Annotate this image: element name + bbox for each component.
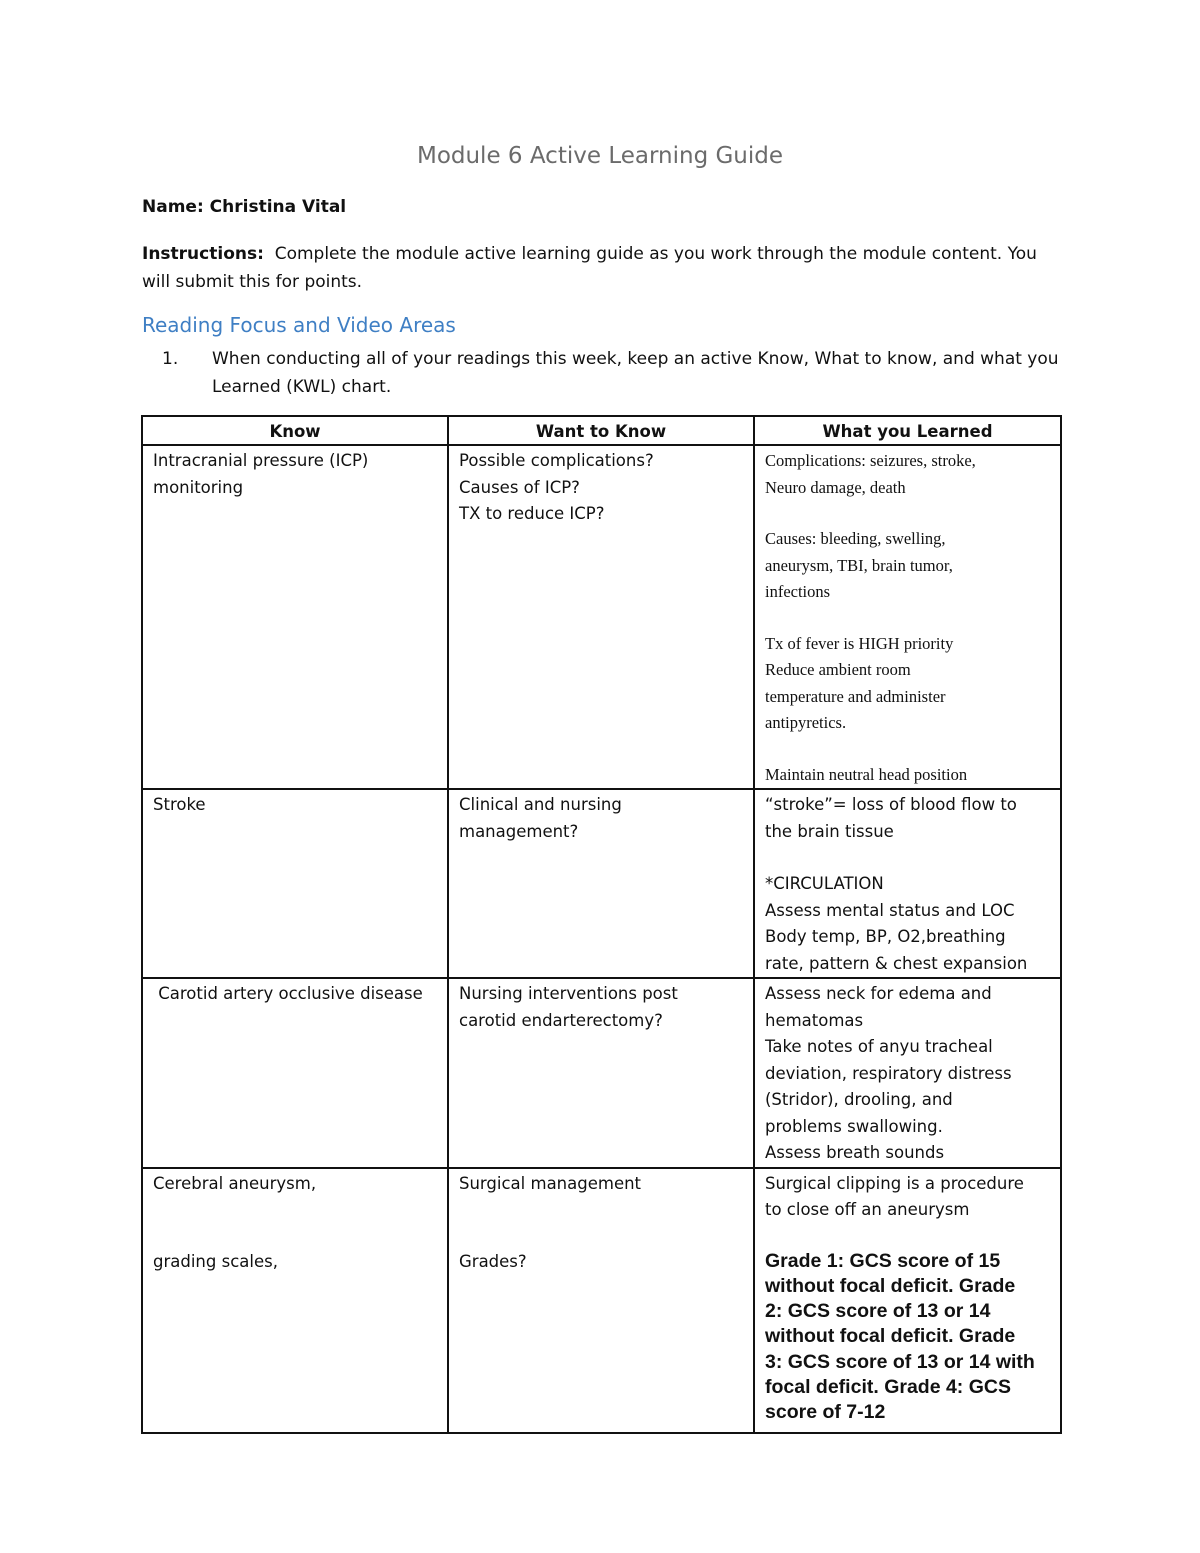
- cell-line: Grades?: [459, 1252, 527, 1271]
- cell-line: 2: GCS score of 13 or 14: [765, 1300, 991, 1323]
- cell-line: *CIRCULATION: [765, 874, 884, 893]
- header-know: Know: [142, 416, 448, 445]
- cell-line: problems swallowing.: [765, 1116, 943, 1136]
- cell-line: to close off an aneurysm: [765, 1200, 970, 1219]
- cell-line: hematomas: [765, 1010, 864, 1030]
- cell-line: Maintain neutral head position: [765, 764, 968, 784]
- cell-line: infections: [765, 582, 831, 601]
- header-want-to-know: Want to Know: [448, 416, 754, 445]
- cell-line: Reduce ambient room: [765, 660, 911, 679]
- cell-line: Stroke: [153, 795, 206, 814]
- cell-line: score of 7-12: [765, 1401, 886, 1424]
- student-name: Name: Christina Vital: [142, 197, 347, 217]
- cell-line: Grade 1: GCS score of 15: [765, 1249, 1001, 1272]
- cell-line: monitoring: [153, 477, 244, 497]
- cell-line: TX to reduce ICP?: [459, 504, 605, 523]
- cell-line: Possible complications?: [459, 451, 654, 470]
- cell-line: Tx of fever is HIGH priority: [765, 633, 954, 653]
- cell-line: Complications: seizures, stroke,: [765, 451, 976, 470]
- know-cell: [142, 1168, 448, 1433]
- want-cell: [448, 789, 754, 978]
- learned-cell: [754, 1168, 1061, 1433]
- cell-line: rate, pattern & chest expansion: [765, 953, 1028, 973]
- kwl-table: [141, 415, 1062, 1434]
- cell-line: antipyretics.: [765, 713, 847, 732]
- table-row: [142, 445, 1061, 789]
- cell-line: aneurysm, TBI, brain tumor,: [765, 555, 953, 575]
- cell-line: Carotid artery occlusive disease: [153, 984, 423, 1003]
- cell-line: Surgical clipping is a procedure: [765, 1173, 1024, 1193]
- cell-line: Assess neck for edema and: [765, 984, 992, 1003]
- cell-line: Causes: bleeding, swelling,: [765, 529, 946, 548]
- cell-line: Assess breath sounds: [765, 1143, 945, 1162]
- cell-line: focal deficit. Grade 4: GCS: [765, 1375, 1011, 1398]
- cell-line: management?: [459, 821, 579, 841]
- learned-cell: [754, 789, 1061, 978]
- instructions-label: Instructions:: [142, 244, 264, 264]
- instructions-text: Complete the module active learning guide as you work through the module content. You will submit this for points.: [142, 244, 1037, 292]
- cell-line: Clinical and nursing: [459, 795, 622, 814]
- want-cell: [448, 445, 754, 789]
- cell-line: grading scales,: [153, 1252, 278, 1271]
- cell-line: “stroke”= loss of blood flow to: [765, 795, 1017, 814]
- page-title: Module 6 Active Learning Guide: [416, 143, 784, 169]
- cell-line: Assess mental status and LOC: [765, 900, 1015, 920]
- section-heading: Reading Focus and Video Areas: [142, 313, 456, 337]
- learned-cell: [754, 978, 1061, 1168]
- cell-line: Causes of ICP?: [459, 477, 580, 497]
- instructions: [142, 240, 1062, 296]
- list-item-text: When conducting all of your readings this week, keep an active Know, What to know, and what you Learned (KWL) chart.: [212, 349, 1059, 397]
- cell-line: Cerebral aneurysm,: [153, 1173, 317, 1193]
- know-cell: [142, 445, 448, 789]
- cell-line: (Stridor), drooling, and: [765, 1090, 953, 1109]
- cell-line: 3: GCS score of 13 or 14 with: [765, 1350, 1035, 1373]
- cell-line: Nursing interventions post: [459, 984, 678, 1003]
- table-row: [142, 1168, 1061, 1433]
- know-cell: [142, 789, 448, 978]
- cell-line: Intracranial pressure (ICP): [153, 451, 369, 470]
- know-cell: [142, 978, 448, 1168]
- cell-line: Neuro damage, death: [765, 477, 906, 497]
- cell-line: the brain tissue: [765, 821, 894, 841]
- cell-line: without focal deficit. Grade: [765, 1325, 1016, 1348]
- cell-line: without focal deficit. Grade: [765, 1274, 1016, 1297]
- want-cell: [448, 978, 754, 1168]
- cell-line: Take notes of anyu tracheal: [765, 1037, 993, 1056]
- cell-line: temperature and administer: [765, 686, 946, 706]
- table-row: [142, 978, 1061, 1168]
- learned-cell: [754, 445, 1061, 789]
- table-header-row: [142, 416, 1061, 445]
- cell-line: Body temp, BP, O2,breathing: [765, 927, 1006, 946]
- want-cell: [448, 1168, 754, 1433]
- header-what-you-learned: What you Learned: [754, 416, 1061, 445]
- cell-line: Surgical management: [459, 1173, 642, 1193]
- cell-line: carotid endarterectomy?: [459, 1010, 663, 1030]
- table-row: [142, 789, 1061, 978]
- cell-line: deviation, respiratory distress: [765, 1063, 1012, 1083]
- list-item-number: 1.: [162, 349, 179, 369]
